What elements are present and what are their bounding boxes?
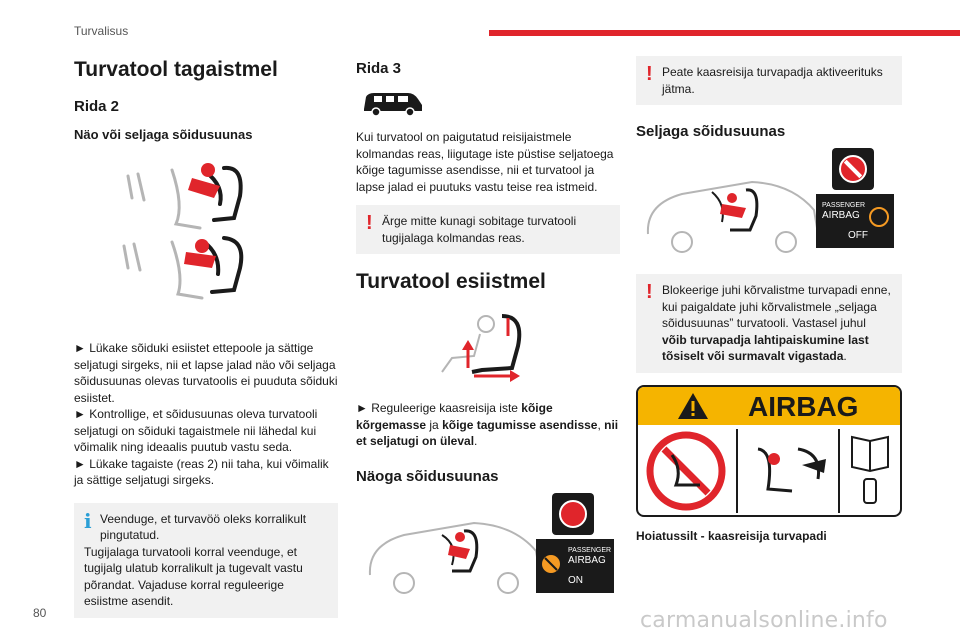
airbag-banner [638, 387, 900, 425]
facing-forward-heading: Näoga sõidusuunas [356, 467, 499, 485]
label-caption: Hoiatussilt - kaasreisija turvapadi [636, 528, 827, 543]
row2-heading: Rida 2 [74, 98, 120, 115]
seat-adjust-illustration [356, 310, 620, 388]
airbag-deploy-panel [736, 429, 840, 513]
airbag-deploy-icon [738, 429, 842, 513]
column-left [74, 54, 338, 618]
column-right [636, 54, 902, 543]
prohibited-icon [642, 429, 730, 513]
airbag-on-indicator [552, 493, 594, 535]
warning-box-row3 [356, 205, 620, 254]
no-child-icon [540, 553, 562, 575]
warning-icon: ! [646, 281, 653, 303]
car-rear-illustration [642, 164, 822, 264]
page-title: Turvatool tagaistmel [74, 58, 278, 81]
airbag-off-indicator [832, 148, 874, 190]
warning-row3-text: Ärge mitte kunagi sobitage turvatooli tugijalaga kolmandas reas. [382, 214, 577, 245]
adjust-paragraph [356, 400, 620, 450]
warning-icon: ! [646, 63, 653, 85]
section-accent-bar [489, 30, 960, 36]
warning-keep-active-text: Peate kaasreisija turvapadja aktiveerituks jätma. [662, 65, 883, 96]
airbag-off-panel [816, 194, 894, 248]
airbag-on-panel [536, 539, 614, 593]
airbag-on-state: ON [568, 574, 583, 586]
instruction-3: ► Lükake tagaiste (reas 2) nii taha, kui võimalik ja sättige seljatugi sirgeks. [74, 456, 329, 487]
adjust-bold2: kõige tagumisse asendisse [442, 417, 598, 432]
airbag-off-state: OFF [848, 230, 868, 241]
warning-deactivate-end: . [843, 349, 847, 363]
instruction-1: ► Lükake sõiduki esiistet ettepoole ja sättige seljatugi sirgeks, nii et lapse jalad näo või seljaga sõidusuunas olevas turvatoolis ei puuduta sõiduki esiistet. [74, 341, 338, 405]
warning-deactivate-bold: võib turvapadja lahtipaiskumine last tõsiselt või surmavalt vigastada [662, 332, 869, 363]
info-line2: Tugijalaga turvatooli korral veenduge, et tugijalg ulatub korralikult ja tugevalt vastu põrandat. Vajaduse korral reguleerige esiistme asendit. [84, 544, 303, 608]
rear-seat-illustration [74, 156, 338, 326]
airbag-banner-text: AIRBAG [748, 390, 859, 422]
info-line1: Veenduge, et turvavöö oleks korralikult pingutatud. [100, 511, 307, 542]
row3-heading: Rida 3 [356, 60, 402, 77]
airbag-on-line1: PASSENGER [568, 546, 612, 554]
read-manual-panel [844, 429, 898, 513]
warning-box-keep-active [636, 56, 902, 105]
info-icon: i [84, 508, 92, 533]
forward-facing-figure [356, 497, 620, 605]
manual-book-icon [844, 429, 898, 513]
child-seat-icon [868, 206, 890, 228]
warning-icon: ! [366, 212, 373, 234]
airbag-off-line1: PASSENGER [822, 202, 866, 209]
column-middle [356, 54, 620, 605]
watermark: carmanualsonline.info [640, 608, 888, 633]
car-forward-illustration [364, 505, 544, 605]
instruction-2: ► Kontrollige, et sõidusuunas oleva turvatooli seljatugi on sõiduki tagaistmele nii lähedal kui võimalik ning ideaalis puutub vastu seda. [74, 407, 318, 454]
row3-text: Kui turvatool on paigutatud reisijaistmele kolmandas reas, liigutage iste püstise seljatoega kõige tagumisse asendisse, nii et turvatool ja lapse jalad ei puutuks vastu teise rea istmeid. [356, 130, 614, 194]
adjust-mid1: ja [426, 417, 443, 432]
adjust-mid2: , [597, 417, 605, 432]
section-header: Turvalisus [74, 24, 129, 38]
page-number: 80 [33, 606, 47, 620]
airbag-warning-label [636, 385, 902, 517]
warning-triangle-icon [676, 391, 710, 421]
front-seat-title: Turvatool esiistmel [356, 270, 546, 293]
info-box [74, 503, 338, 618]
minivan-icon [360, 89, 424, 119]
warning-deactivate-paragraph [646, 282, 892, 365]
prohibited-rear-seat-panel [642, 429, 730, 513]
warning-deactivate-text: Blokeerige juhi kõrvalistme turvapadi enne, kui paigaldate juhi kõrvalistmele „seljaga sõidusuunas” turvatooli. Vastasel juhul [662, 283, 891, 330]
warning-box-deactivate [636, 274, 902, 373]
facing-subheading: Näo või seljaga sõidusuunas [74, 127, 253, 142]
airbag-off-line2: AIRBAG [822, 210, 860, 221]
adjust-bold1: kõige kõrgemasse [356, 401, 553, 432]
rear-facing-heading: Seljaga sõidusuunas [636, 123, 786, 140]
adjust-prefix: ► Reguleerige kaasreisija iste [356, 401, 522, 415]
airbag-on-line2: AIRBAG [568, 554, 606, 566]
adjust-bold3: nii et seljatugi on üleval [356, 417, 619, 448]
adjust-suffix: . [474, 434, 478, 448]
rear-facing-figure [636, 152, 902, 264]
